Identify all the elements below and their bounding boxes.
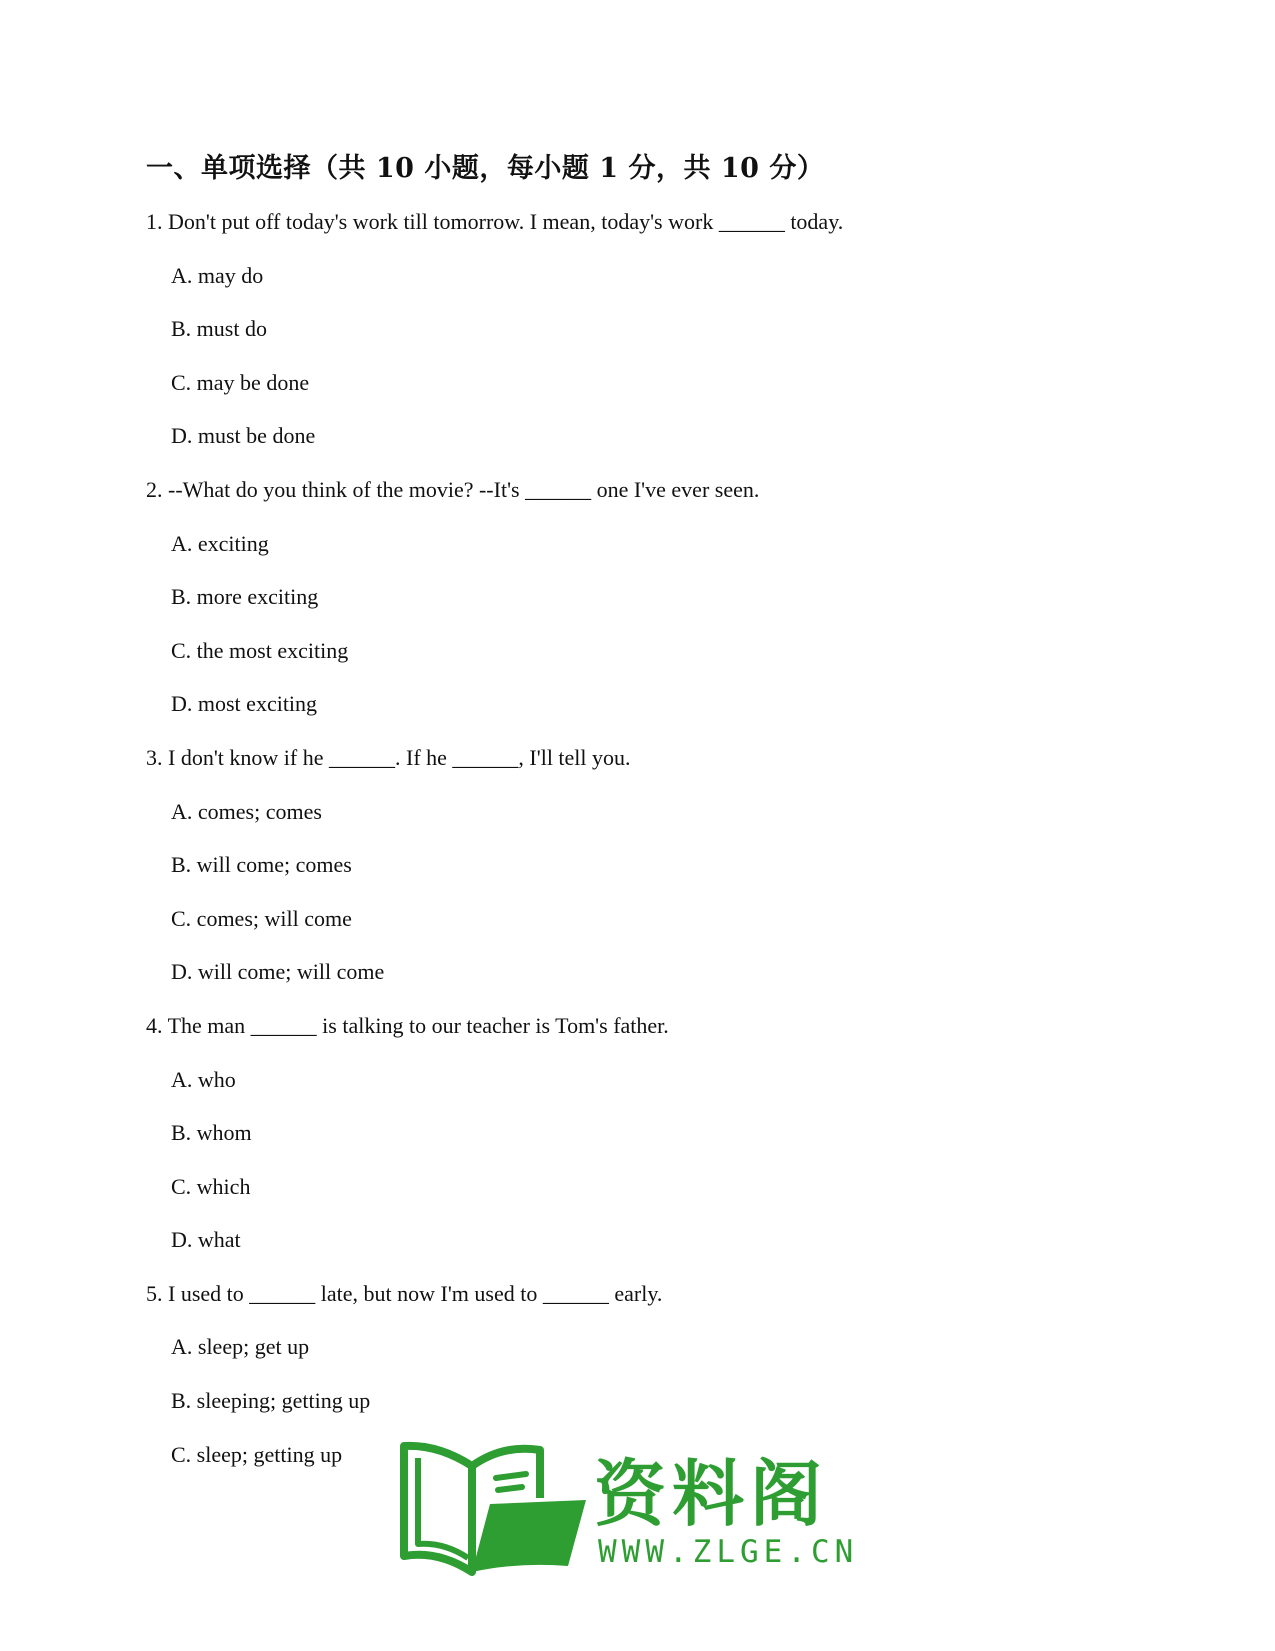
option-a: A. comes; comes bbox=[171, 798, 322, 824]
question-1 bbox=[146, 207, 1196, 475]
question-2 bbox=[146, 475, 1196, 743]
watermark-logo bbox=[398, 1438, 858, 1578]
option-b: B. must do bbox=[171, 316, 267, 342]
option-d: D. most exciting bbox=[171, 691, 318, 717]
question-stem: 4. The man ______ is talking to our teacher is Tom's father. bbox=[146, 1012, 669, 1038]
option-d: D. will come; will come bbox=[171, 959, 385, 985]
option-c: C. which bbox=[171, 1173, 251, 1199]
question-stem: 2. --What do you think of the movie? --It's ______ one I've ever seen. bbox=[146, 476, 760, 502]
option-b: B. more exciting bbox=[171, 584, 319, 610]
option-c: C. the most exciting bbox=[171, 637, 349, 663]
option-b: B. whom bbox=[171, 1120, 252, 1146]
question-stem: 1. Don't put off today's work till tomorrow. I mean, today's work ______ today. bbox=[146, 209, 844, 234]
option-a: A. exciting bbox=[171, 530, 269, 556]
option-b: B. sleeping; getting up bbox=[171, 1388, 371, 1414]
question-stem: 3. I don't know if he ______. If he ______, I'll tell you. bbox=[146, 744, 631, 770]
question-4 bbox=[146, 1011, 1196, 1279]
question-stem: 5. I used to ______ late, but now I'm used to ______ early. bbox=[146, 1280, 663, 1306]
question-list bbox=[146, 207, 1196, 1493]
watermark-brand: 资料阁 bbox=[594, 1452, 829, 1536]
option-b: B. will come; comes bbox=[171, 852, 352, 878]
option-a: A. sleep; get up bbox=[171, 1334, 310, 1360]
question-3 bbox=[146, 743, 1196, 1011]
option-a: A. may do bbox=[171, 262, 264, 288]
watermark-url: WWW.ZLGE.CN bbox=[598, 1534, 859, 1570]
option-c: C. sleep; getting up bbox=[171, 1441, 343, 1467]
option-c: C. may be done bbox=[171, 369, 310, 395]
section-title: 一、单项选择（共 10 小题，每小题 1 分，共 10 分） bbox=[146, 153, 825, 184]
option-c: C. comes; will come bbox=[171, 905, 352, 931]
option-d: D. must be done bbox=[171, 423, 316, 449]
open-book-icon bbox=[398, 1438, 588, 1578]
option-d: D. what bbox=[171, 1227, 241, 1253]
option-a: A. who bbox=[171, 1066, 236, 1092]
